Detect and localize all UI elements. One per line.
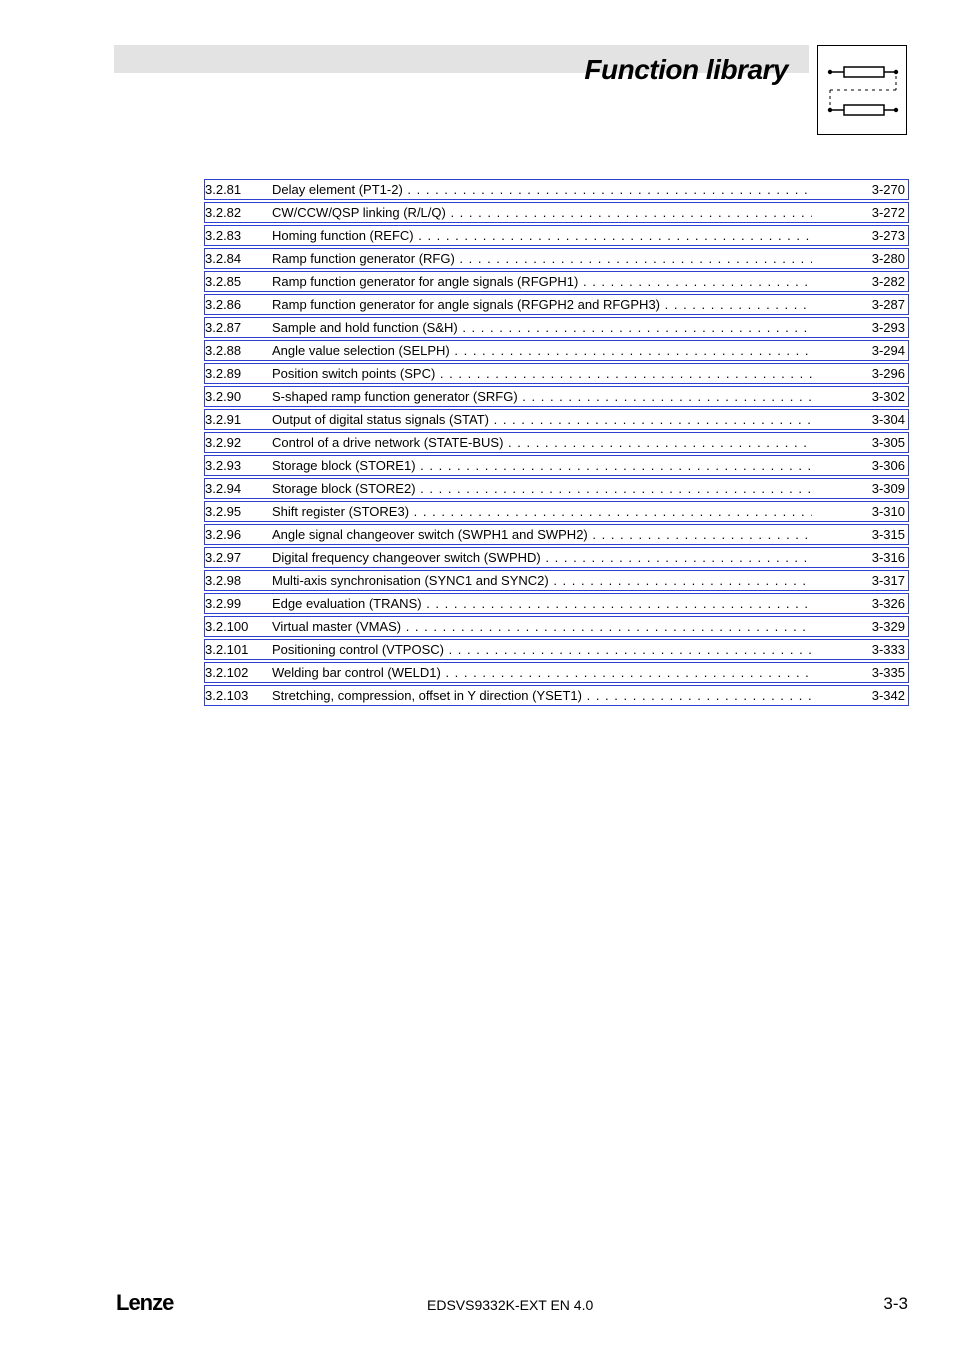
table-of-contents	[204, 179, 909, 708]
toc-entry-page: 3-317	[871, 573, 905, 588]
toc-entry-page: 3-342	[871, 688, 905, 703]
toc-entry-link[interactable]	[204, 593, 909, 614]
toc-entry-page: 3-294	[871, 343, 905, 358]
toc-entry-page: 3-280	[871, 251, 905, 266]
page-number: 3-3	[883, 1294, 908, 1313]
toc-entry-page: 3-333	[871, 642, 905, 657]
toc-entry-title: Stretching, compression, offset in Y direction (YSET1) . . .	[272, 686, 812, 705]
toc-entry-title: Homing function (REFC) . . .	[272, 226, 812, 245]
toc-entry-number: 3.2.82	[205, 205, 242, 220]
toc-entry-page: 3-272	[871, 205, 905, 220]
toc-entry-page: 3-310	[871, 504, 905, 519]
toc-entry-link[interactable]	[204, 409, 909, 430]
toc-entry-link[interactable]	[204, 616, 909, 637]
toc-entry-title: Output of digital status signals (STAT) . . .	[272, 410, 812, 429]
toc-entry-link[interactable]	[204, 386, 909, 407]
toc-entry-page: 3-302	[871, 389, 905, 404]
toc-entry-number: 3.2.92	[205, 435, 242, 450]
toc-entry-number: 3.2.83	[205, 228, 242, 243]
lenze-logo: Lenze	[116, 1290, 174, 1315]
toc-entry-page: 3-270	[871, 182, 905, 197]
document-id: EDSVS9332K-EXT EN 4.0	[427, 1297, 594, 1313]
toc-entry-number: 3.2.95	[205, 504, 242, 519]
toc-entry-link[interactable]	[204, 340, 909, 361]
toc-entry-title: Sample and hold function (S&H) . . .	[272, 318, 812, 337]
toc-entry-page: 3-296	[871, 366, 905, 381]
toc-entry-page: 3-335	[871, 665, 905, 680]
page-title: Function library	[584, 54, 788, 85]
toc-entry-title: S-shaped ramp function generator (SRFG) . . .	[272, 387, 812, 406]
toc-entry-title: Virtual master (VMAS) . . .	[272, 617, 812, 636]
toc-entry-link[interactable]	[204, 662, 909, 683]
toc-entry-page: 3-326	[871, 596, 905, 611]
toc-entry-page: 3-306	[871, 458, 905, 473]
toc-entry-number: 3.2.101	[205, 642, 249, 657]
toc-entry-title: Edge evaluation (TRANS) . . .	[272, 594, 812, 613]
toc-entry-link[interactable]	[204, 363, 909, 384]
toc-entry-title: Ramp function generator (RFG) . . .	[272, 249, 812, 268]
toc-entry-page: 3-273	[871, 228, 905, 243]
toc-entry-page: 3-282	[871, 274, 905, 289]
toc-entry-number: 3.2.97	[205, 550, 242, 565]
toc-entry-title: Positioning control (VTPOSC) . . .	[272, 640, 812, 659]
toc-entry-link[interactable]	[204, 501, 909, 522]
toc-entry-link[interactable]	[204, 547, 909, 568]
toc-entry-number: 3.2.93	[205, 458, 242, 473]
toc-entry-page: 3-316	[871, 550, 905, 565]
toc-entry-number: 3.2.98	[205, 573, 242, 588]
toc-entry-title: Position switch points (SPC) . . .	[272, 364, 812, 383]
toc-entry-link[interactable]	[204, 179, 909, 200]
toc-entry-number: 3.2.99	[205, 596, 242, 611]
toc-entry-title: Angle signal changeover switch (SWPH1 and SWPH2) . . .	[272, 525, 812, 544]
toc-entry-link[interactable]	[204, 639, 909, 660]
toc-entry-title: Welding bar control (WELD1) . . .	[272, 663, 812, 682]
toc-entry-link[interactable]	[204, 317, 909, 338]
toc-entry-link[interactable]	[204, 455, 909, 476]
toc-entry-title: CW/CCW/QSP linking (R/L/Q) . . .	[272, 203, 812, 222]
toc-entry-title: Storage block (STORE1) . . .	[272, 456, 812, 475]
toc-entry-link[interactable]	[204, 570, 909, 591]
toc-entry-title: Shift register (STORE3) . . .	[272, 502, 812, 521]
toc-entry-page: 3-309	[871, 481, 905, 496]
toc-entry-title: Storage block (STORE2) . . .	[272, 479, 812, 498]
toc-entry-link[interactable]	[204, 271, 909, 292]
toc-entry-page: 3-329	[871, 619, 905, 634]
toc-entry-number: 3.2.84	[205, 251, 242, 266]
toc-entry-title: Ramp function generator for angle signals (RFGPH1) . . .	[272, 272, 812, 291]
toc-entry-number: 3.2.100	[205, 619, 249, 634]
toc-entry-title: Ramp function generator for angle signals (RFGPH2 and RFGPH3) . . .	[272, 295, 812, 314]
toc-entry-link[interactable]	[204, 524, 909, 545]
toc-entry-page: 3-305	[871, 435, 905, 450]
toc-entry-title: Control of a drive network (STATE-BUS) . . .	[272, 433, 812, 452]
toc-entry-number: 3.2.88	[205, 343, 242, 358]
toc-entry-number: 3.2.86	[205, 297, 242, 312]
toc-entry-number: 3.2.96	[205, 527, 242, 542]
toc-entry-link[interactable]	[204, 478, 909, 499]
toc-entry-number: 3.2.103	[205, 688, 249, 703]
toc-entry-link[interactable]	[204, 294, 909, 315]
toc-entry-title: Digital frequency changeover switch (SWPHD) . . .	[272, 548, 812, 567]
toc-entry-number: 3.2.90	[205, 389, 242, 404]
toc-entry-number: 3.2.91	[205, 412, 242, 427]
function-block-diagram-icon	[817, 45, 907, 135]
toc-entry-link[interactable]	[204, 248, 909, 269]
toc-entry-number: 3.2.102	[205, 665, 249, 680]
toc-entry-page: 3-293	[871, 320, 905, 335]
toc-entry-number: 3.2.85	[205, 274, 242, 289]
toc-entry-link[interactable]	[204, 685, 909, 706]
toc-entry-title: Delay element (PT1-2) . . .	[272, 180, 812, 199]
toc-entry-link[interactable]	[204, 432, 909, 453]
toc-entry-number: 3.2.87	[205, 320, 242, 335]
toc-entry-link[interactable]	[204, 225, 909, 246]
function-block-symbol-icon	[818, 46, 906, 134]
toc-entry-page: 3-304	[871, 412, 905, 427]
toc-entry-title: Multi-axis synchronisation (SYNC1 and SYNC2) . . .	[272, 571, 812, 590]
toc-entry-number: 3.2.89	[205, 366, 242, 381]
toc-entry-number: 3.2.94	[205, 481, 242, 496]
toc-entry-link[interactable]	[204, 202, 909, 223]
toc-entry-page: 3-315	[871, 527, 905, 542]
toc-entry-number: 3.2.81	[205, 182, 242, 197]
toc-entry-page: 3-287	[871, 297, 905, 312]
toc-entry-title: Angle value selection (SELPH) . . .	[272, 341, 812, 360]
